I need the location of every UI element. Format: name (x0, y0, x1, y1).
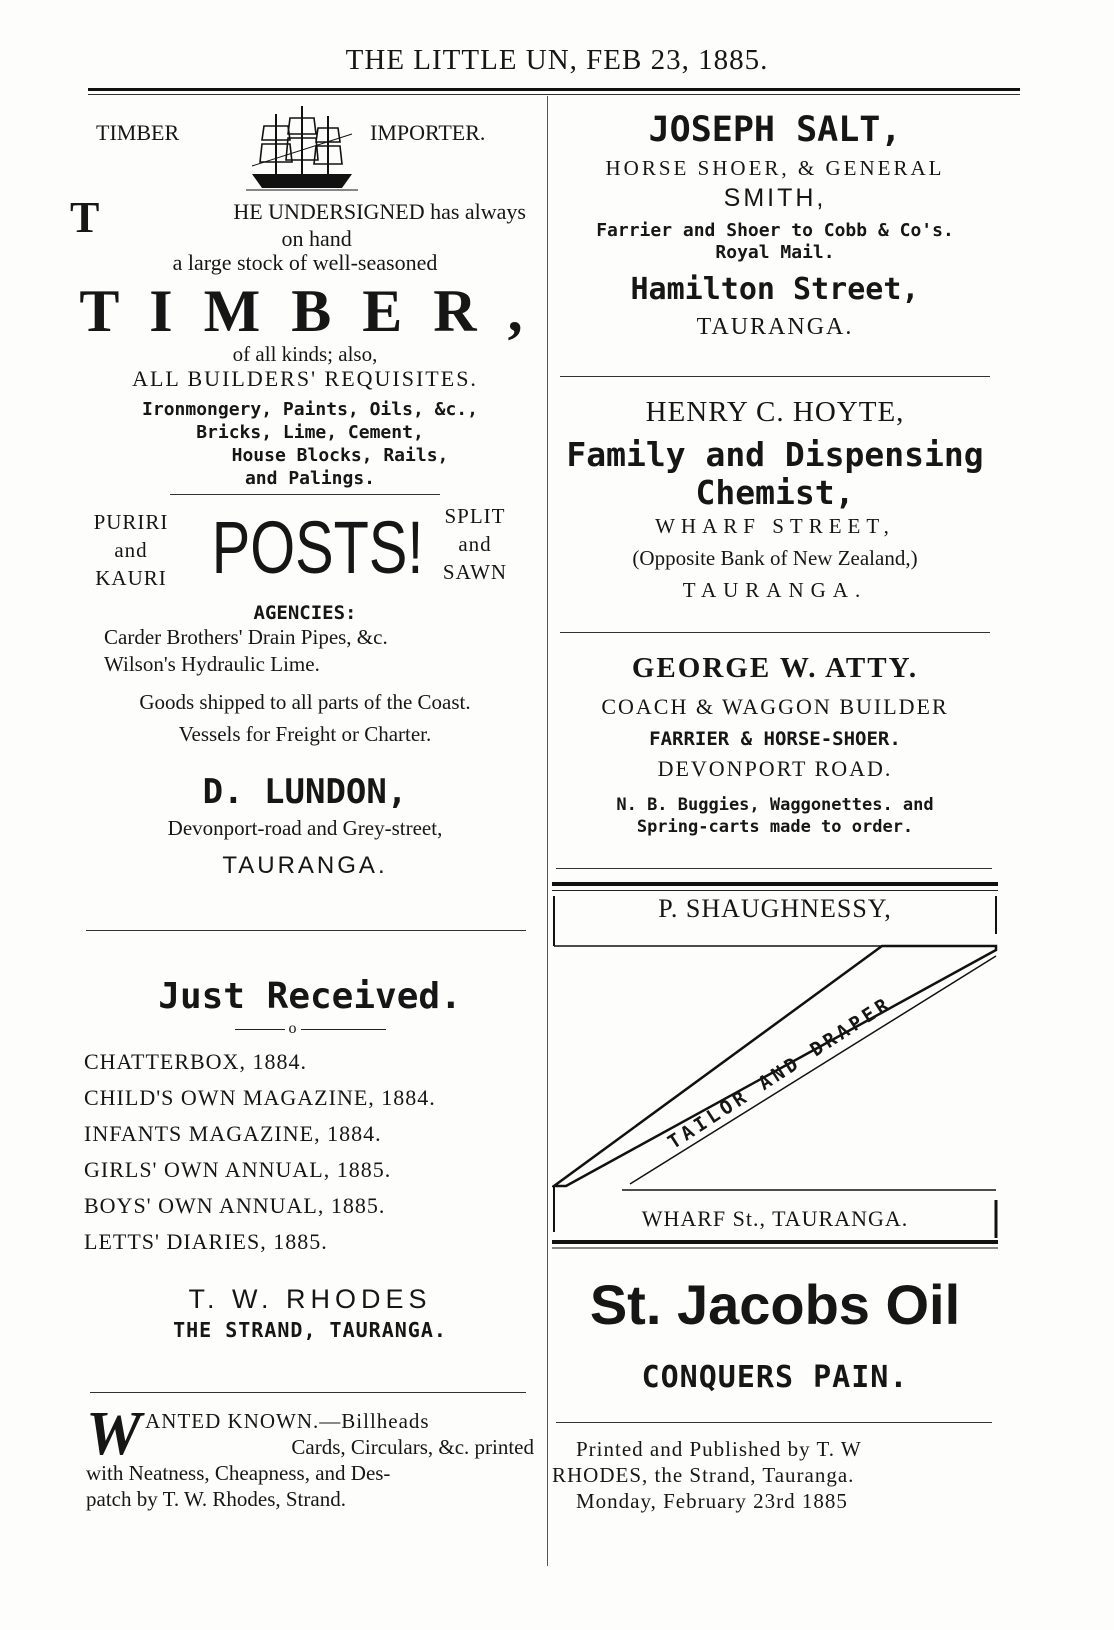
puriri-label: PURIRI (93, 510, 169, 534)
and-label-1: and (114, 538, 148, 562)
agency-2: Wilson's Hydraulic Lime. (104, 652, 320, 676)
just-received-heading: Just Received. (158, 976, 462, 1017)
rule-left-1 (86, 930, 526, 931)
kauri-label: KAURI (95, 566, 167, 590)
lundon-town: TAURANGA. (222, 852, 388, 879)
salt-street: Hamilton Street, (630, 272, 920, 307)
rhodes-name: T. W. RHODES (188, 1284, 432, 1314)
atty-trade: COACH & WAGGON BUILDER (601, 694, 949, 719)
hoyte-title (548, 436, 1002, 512)
agency-1: Carder Brothers' Drain Pipes, &c. (104, 625, 388, 649)
vessels-line: Vessels for Freight or Charter. (178, 722, 432, 746)
header-rule-thin (88, 94, 1020, 95)
lundon-name: D. LUNDON, (202, 772, 408, 812)
posts-word: POSTS! (211, 506, 424, 589)
timber-big-word: T I M B E R , (79, 278, 531, 344)
ornament-o: o (288, 1020, 297, 1037)
list-item: GIRLS' OWN ANNUAL, 1885. (84, 1157, 392, 1182)
rule-right-4 (556, 1422, 992, 1423)
atty-farrier: FARRIER & HORSE-SHOER. (649, 728, 901, 750)
shaughnessy-address: WHARF St., TAURANGA. (641, 1206, 909, 1231)
ornament-divider (70, 1020, 550, 1038)
imprint (552, 1436, 998, 1514)
intro-line-1: HE UNDERSIGNED has always (233, 199, 526, 224)
drop-cap-t: T (70, 193, 100, 242)
salt-name: JOSEPH SALT, (648, 110, 902, 150)
atty-road: DEVONPORT ROAD. (657, 756, 893, 781)
requisite-3: House Blocks, Rails, (231, 445, 449, 466)
salt-mail: Royal Mail. (715, 242, 835, 263)
list-item: LETTS' DIARIES, 1885. (84, 1229, 328, 1254)
hoyte-opposite: (Opposite Bank of New Zealand,) (632, 546, 918, 570)
wanted-line-4: patch by T. W. Rhodes, Strand. (86, 1487, 346, 1511)
header-rule (88, 88, 1020, 91)
sawn-label: SAWN (442, 560, 508, 584)
hoyte-name: HENRY C. HOYTE, (645, 396, 905, 428)
drop-cap-w: W (86, 1400, 142, 1468)
wanted-known-advertisement (86, 1400, 534, 1512)
split-label: SPLIT (444, 504, 506, 528)
list-item: BOYS' OWN ANNUAL, 1885. (84, 1193, 386, 1218)
salt-farrier: Farrier and Shoer to Cobb & Co's. (596, 220, 954, 241)
split-sawn-block (420, 502, 530, 586)
posts-rule (170, 494, 440, 495)
intro-line-3: a large stock of well-seasoned (172, 250, 438, 275)
requisite-2: Bricks, Lime, Cement, (196, 422, 424, 443)
agencies-heading: AGENCIES: (253, 602, 357, 624)
shaughnessy-name: P. SHAUGHNESSY, (658, 894, 892, 923)
list-item: CHILD'S OWN MAGAZINE, 1884. (84, 1085, 436, 1110)
hoyte-title-2: Chemist, (695, 473, 855, 512)
ship-icon (246, 104, 358, 192)
atty-name: GEORGE W. ATTY. (631, 652, 919, 684)
salt-smith: SMITH, (723, 184, 827, 212)
rule-right-3 (556, 868, 992, 869)
imprint-line-1: Printed and Published by T. W (576, 1437, 862, 1461)
agencies-list (104, 624, 544, 678)
imprint-line-3: Monday, February 23rd 1885 (576, 1489, 848, 1513)
timber-word: TIMBER (96, 120, 180, 145)
and-label-2: and (458, 532, 492, 556)
atty-note-1: N. B. Buggies, Waggonettes. and (616, 795, 934, 815)
puriri-kauri-block (76, 508, 186, 592)
wanted-line-3: with Neatness, Cheapness, and Des- (86, 1461, 391, 1485)
imprint-line-2: RHODES, the Strand, Tauranga. (552, 1463, 855, 1487)
rule-right-1 (560, 376, 990, 377)
list-item: INFANTS MAGAZINE, 1884. (84, 1121, 382, 1146)
importer-word: IMPORTER. (370, 120, 486, 145)
rule-left-2 (90, 1392, 526, 1393)
atty-note (548, 794, 1002, 838)
wanted-line-1: ANTED KNOWN.—Billheads (145, 1409, 430, 1433)
requisite-1: Ironmongery, Paints, Oils, &c., (142, 399, 478, 420)
tailor-draper-diagonal: TAILOR AND DRAPER (663, 992, 897, 1154)
kinds-line: of all kinds; also, (232, 342, 378, 366)
requisites-list (80, 398, 540, 490)
hoyte-title-1: Family and Dispensing (566, 435, 984, 474)
rhodes-address: THE STRAND, TAURANGA. (173, 1318, 447, 1342)
hoyte-street: WHARF STREET, (655, 514, 895, 538)
jacobs-oil-title: St. Jacobs Oil (589, 1273, 961, 1336)
salt-town: TAURANGA. (696, 314, 854, 340)
publications-list (84, 1044, 544, 1260)
salt-trade: HORSE SHOER, & GENERAL (605, 156, 945, 180)
rule-right-2 (560, 632, 990, 633)
goods-line: Goods shipped to all parts of the Coast. (139, 690, 471, 714)
lundon-address: Devonport-road and Grey-street, (167, 816, 443, 840)
atty-note-2: Spring-carts made to order. (636, 817, 914, 837)
intro-line-2: on hand (281, 226, 352, 251)
page-header: THE LITTLE UN, FEB 23, 1885. (345, 44, 769, 76)
hoyte-town: TAURANGA. (682, 578, 868, 602)
list-item: CHATTERBOX, 1884. (84, 1049, 307, 1074)
builders-line: ALL BUILDERS' REQUISITES. (132, 366, 478, 391)
wanted-line-2: Cards, Circulars, &c. printed (291, 1435, 534, 1459)
timber-intro (70, 193, 530, 252)
requisite-4: and Palings. (244, 468, 376, 489)
jacobs-oil-tagline: CONQUERS PAIN. (641, 1360, 909, 1395)
